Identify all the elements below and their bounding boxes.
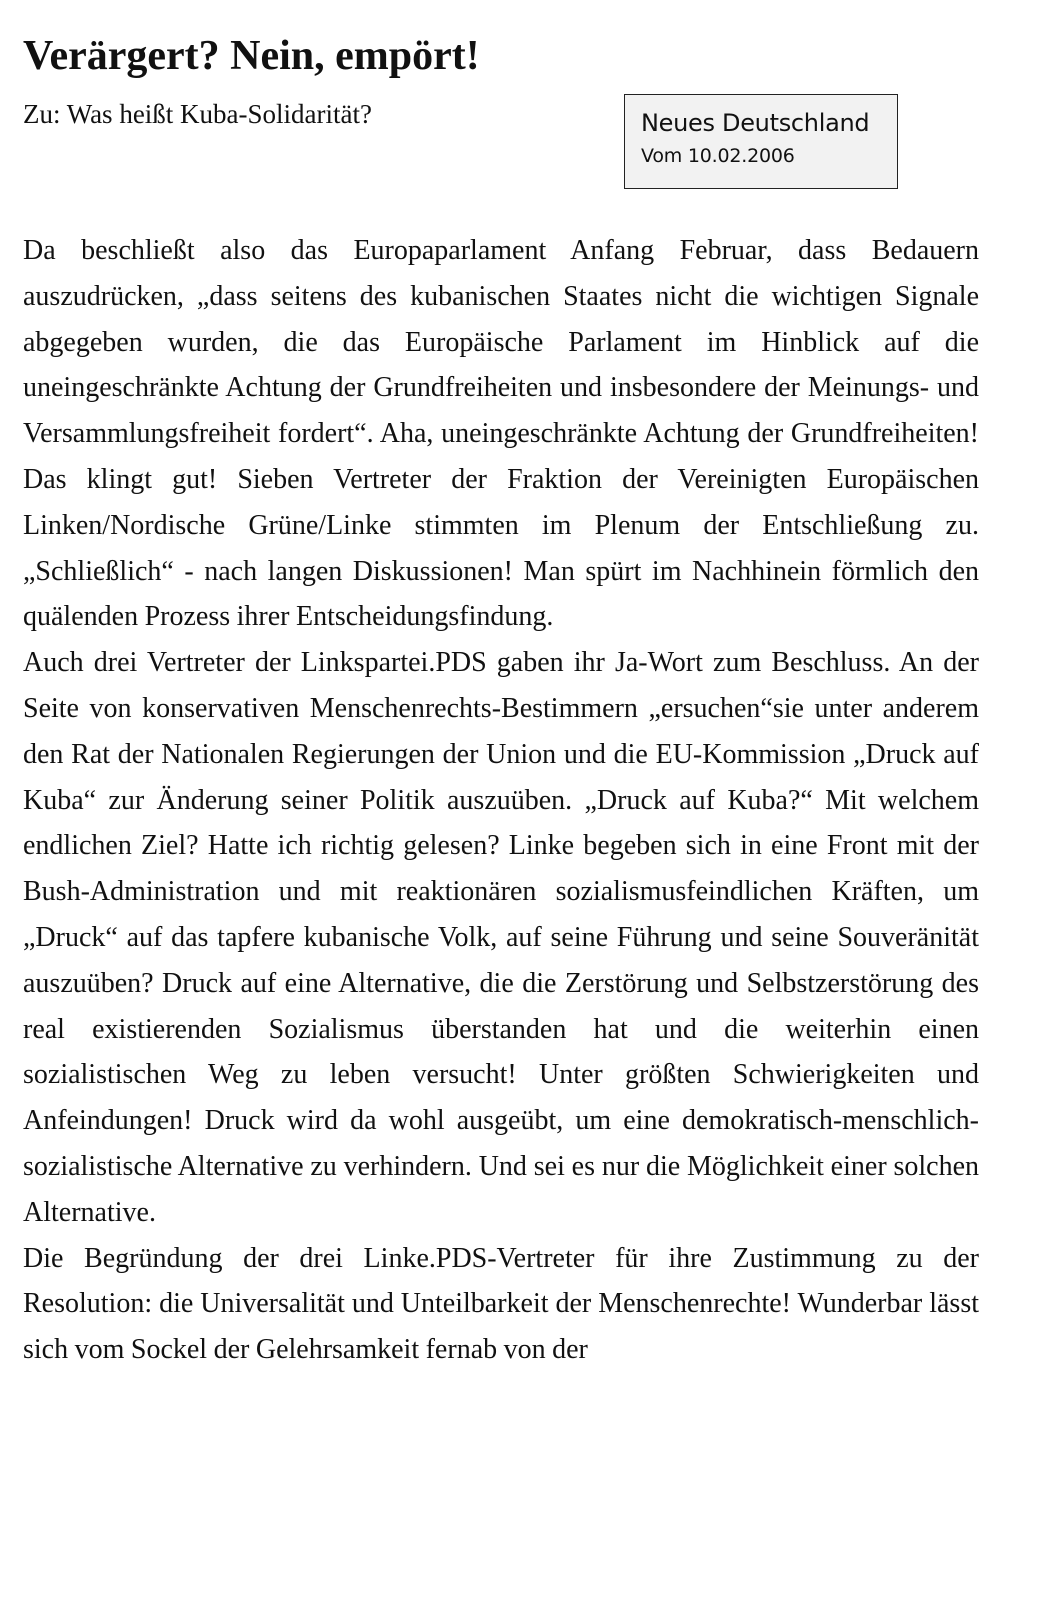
source-date: Vom 10.02.2006 <box>641 145 795 167</box>
paragraph-2: Auch drei Vertreter der Linkspartei.PDS gaben ihr Ja-Wort zum Beschluss. An der Seite von konservativen Menschenrechts-Bestimmern „ersuchen“sie unter anderem den Rat der Nationalen Regierungen der Union und die EU-Kommission „Druck auf Kuba“ zur Änderung seiner Politik auszuüben. „Druck auf Kuba?“ Mit welchem endlichen Ziel? Hatte ich richtig gelesen? Linke begeben sich in eine Front mit der Bush-Administration und mit reaktionären sozialismusfeindlichen Kräften, um „Druck“ auf das tapfere kubanische Volk, auf seine Führung und seine Souveränität auszuüben? Druck auf eine Alternative, die die Zerstörung und Selbstzerstörung des real existierenden Sozialismus überstanden hat und die weiterhin einen sozialistischen Weg zu leben versucht! Unter größten Schwierigkeiten und Anfeindungen! Druck wird da wohl ausgeübt, um eine demokratisch-menschlich-sozialistische Alternative zu verhindern. Und sei es nur die Möglichkeit einer solchen Alternative. <box>23 647 979 1228</box>
article-body <box>23 228 979 1373</box>
article-headline: Verärgert? Nein, empört! <box>23 33 480 79</box>
source-box <box>624 94 898 189</box>
source-name: Neues Deutschland <box>641 109 870 137</box>
paragraph-3: Die Begründung der drei Linke.PDS-Vertreter für ihre Zustimmung zu der Resolution: die Universalität und Unteilbarkeit der Menschenrechte! Wunderbar lässt sich vom Sockel der Gelehrsamkeit fernab von der <box>23 1242 979 1366</box>
article-subheadline: Zu: Was heißt Kuba-Solidarität? <box>23 99 372 129</box>
paragraph-1: Da beschließt also das Europaparlament Anfang Februar, dass Bedauern auszudrücken, „dass seitens des kubanischen Staates nicht die wichtigen Signale abgegeben wurden, die das Europäische Parlament im Hinblick auf die uneingeschränkte Achtung der Grundfreiheiten und insbesondere der Meinungs- und Versammlungsfreiheit fordert“. Aha, uneingeschränkte Achtung der Grundfreiheiten! Das klingt gut! Sieben Vertreter der Fraktion der Vereinigten Europäischen Linken/Nordische Grüne/Linke stimmten im Plenum der Entschließung zu. „Schließlich“ - nach langen Diskussionen! Man spürt im Nachhinein förmlich den quälenden Prozess ihrer Entscheidungsfindung. <box>23 235 979 633</box>
